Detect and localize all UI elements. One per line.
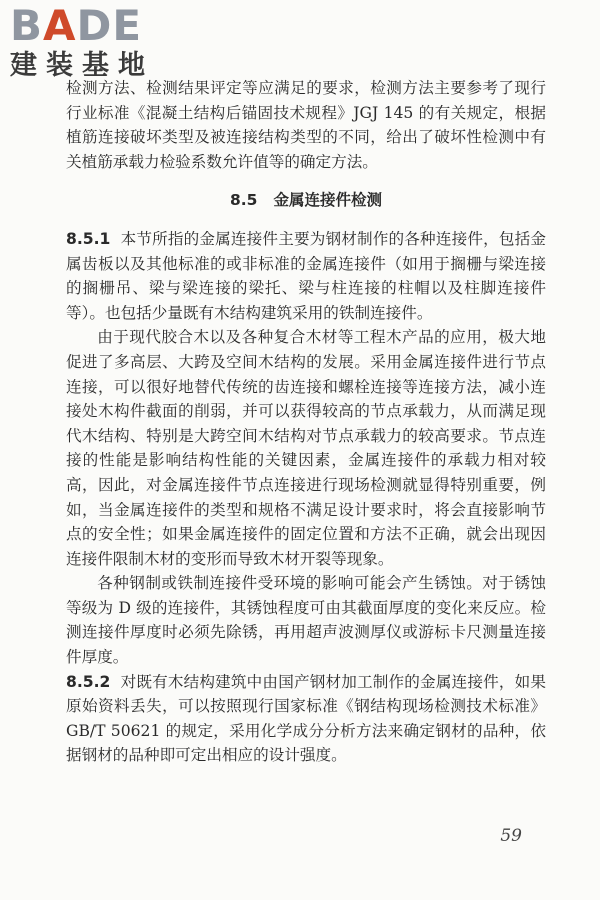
logo-letters-prefix: B (10, 1, 44, 50)
clause-paragraph (66, 670, 546, 768)
clause-text: 本节所指的金属连接件主要为钢材制作的各种连接件，包括金属齿板以及其他标准的或非标准的金属连接件（如用于搁栅与梁连接的搁栅吊、梁与梁连接的梁托、梁与柱连接的柱帽以及柱脚连接件等）。也包括少量既有木结构建筑采用的铁制连接件。 (66, 229, 546, 322)
page-number: 59 (500, 826, 522, 846)
clause-number: 8.5.2 (66, 672, 111, 691)
logo-chinese-text: 建装基地 (10, 50, 154, 81)
clause-paragraph (66, 227, 546, 325)
logo-letter-highlight: A (43, 1, 77, 50)
body-paragraph: 各种钢制或铁制连接件受环境的影响可能会产生锈蚀。对于锈蚀等级为 D 级的连接件，其锈蚀程度可由其截面厚度的变化来反应。检测连接件厚度时必须先除锈，再用超声波测厚仪或游标卡尺测量连接件厚度。 (66, 574, 546, 667)
body-paragraph: 由于现代胶合木以及各种复合木材等工程木产品的应用，极大地促进了多高层、大跨及空间木结构的发展。采用金属连接件进行节点连接，可以很好地替代传统的齿连接和螺栓连接等连接方法，减小连接处木构件截面的削弱，并可以获得较高的节点承载力，从而满足现代木结构、特别是大跨空间木结构对节点承载力的较高要求。节点连接的性能是影响结构性能的关键因素，金属连接件的承载力相对较高，因此，对金属连接件节点连接进行现场检测就显得特别重要，例如，当金属连接件的类型和规格不满足设计要求时，将会直接影响节点的安全性；如果金属连接件的固定位置和方法不正确，就会出现因连接件限制木材的变形而导致木材开裂等现象。 (66, 328, 546, 568)
logo-latin-text (10, 1, 180, 50)
section-title: 金属连接件检测 (273, 191, 382, 210)
clause-number: 8.5.1 (66, 229, 111, 248)
logo-letters-suffix: DE (76, 1, 143, 50)
section-number: 8.5 (230, 191, 258, 210)
intro-paragraph: 检测方法、检测结果评定等应满足的要求，检测方法主要参考了现行行业标准《混凝土结构后锚固技术规程》JGJ 145 的有关规定，根据植筋连接破坏类型及被连接结构类型的不同，给出了破坏性检测中有关植筋承载力检验系数允许值等的确定方法。 (66, 79, 546, 171)
section-heading (66, 188, 546, 213)
publisher-logo (10, 1, 180, 84)
clause-text: 对既有木结构建筑中由国产钢材加工制作的金属连接件，如果原始资料丢失，可以按照现行国家标准《钢结构现场检测技术标准》GB/T 50621 的规定，采用化学成分分析方法来确定钢材的品种，依据钢材的品种即可定出相应的设计强度。 (66, 672, 546, 765)
page-body (66, 76, 546, 768)
